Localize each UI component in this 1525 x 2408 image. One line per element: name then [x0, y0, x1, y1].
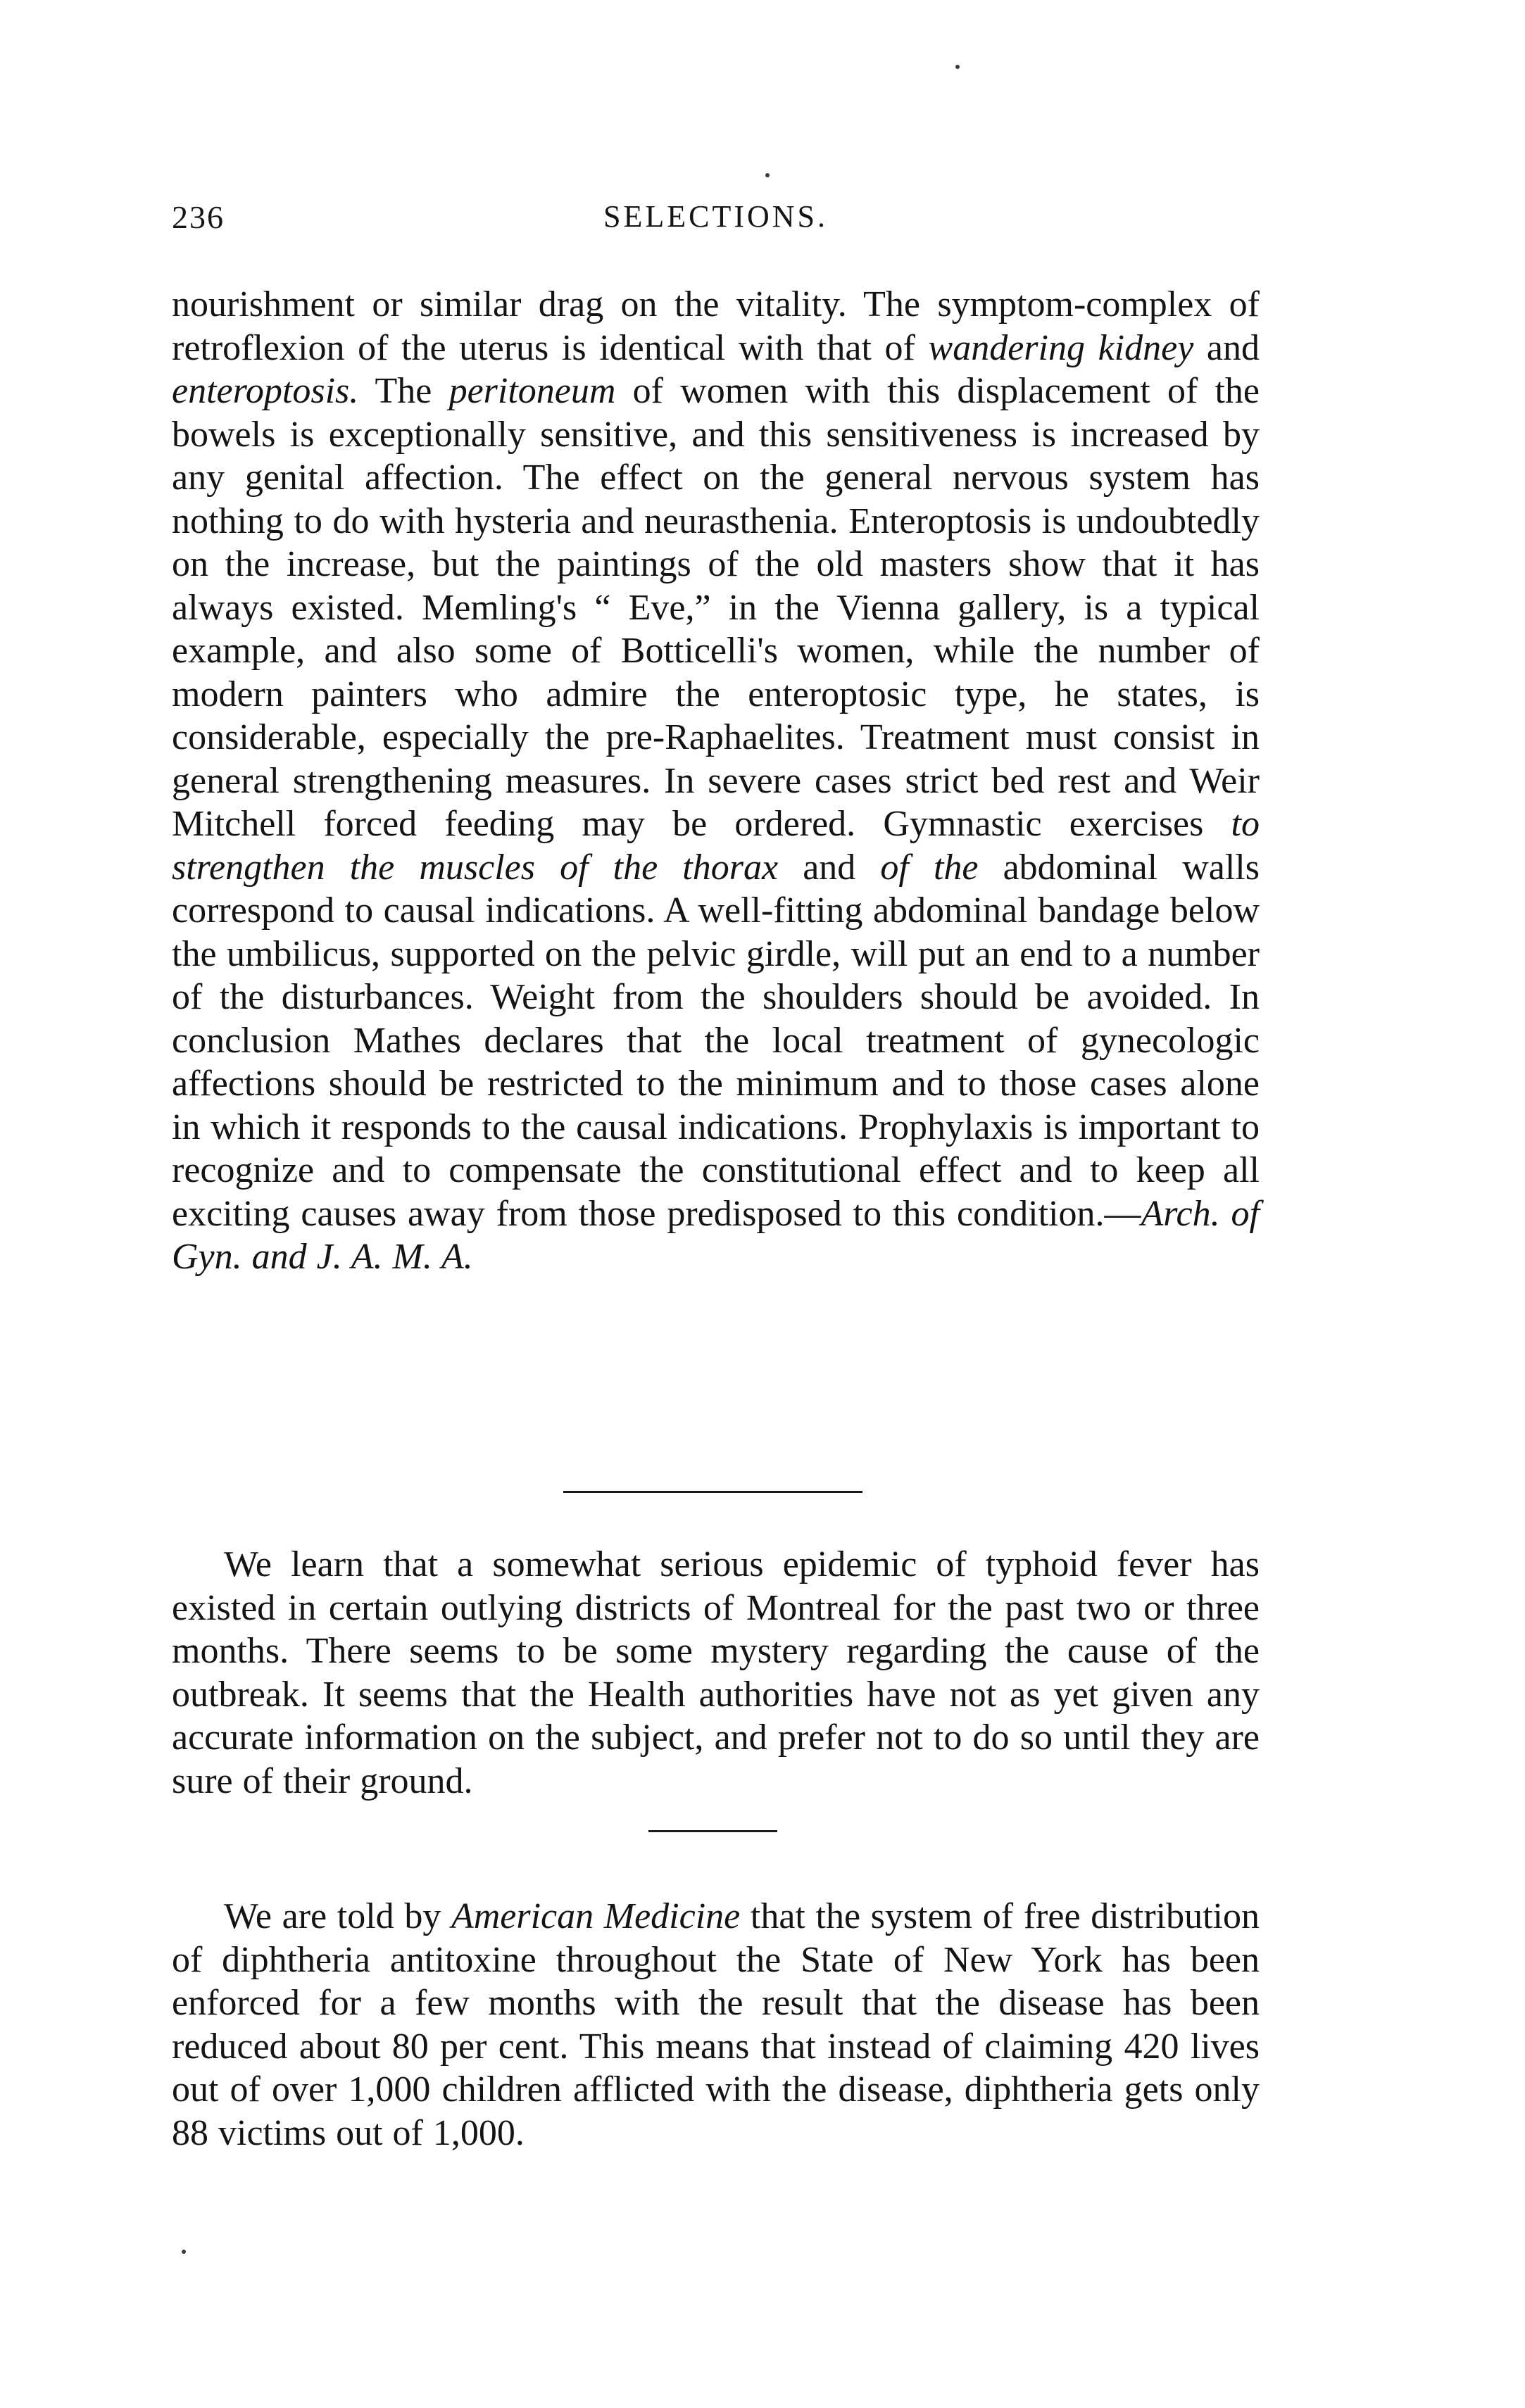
section-divider: [563, 1491, 862, 1493]
page-header: [172, 198, 1260, 248]
running-title: SELECTIONS.: [603, 199, 828, 234]
citation: Arch. of Gyn. and J. A. M. A.: [172, 1193, 1260, 1277]
italic-term: peritoneum: [448, 371, 616, 411]
body-text: The: [358, 371, 449, 411]
article-paragraph: [172, 1895, 1260, 2155]
body-text: of women with this displacement of the bowels is exceptionally sensitive, and this sensitiveness is increased by any genital affection. The effect on the general nervous system has nothing to do with hysteria and neurasthenia. Enteroptosis is undoubtedly on the increase, but the paintings of the old masters show that it has always existed. Memling's “ Eve,” in the Vienna gallery, is a typical example, and also some of Botticelli's women, while the number of modern painters who admire the enteroptosic type, he states, is considerable, especially the pre-Raphaelites. Treatment must consist in general strengthening measures. In severe cases strict bed rest and Weir Mitchell forced feeding may be ordered. Gymnastic exercises: [172, 371, 1260, 844]
page-number: 236: [172, 199, 225, 235]
source-title: American Medicine: [451, 1896, 741, 1936]
body-text: and: [778, 847, 881, 888]
body-text: nourishment or similar drag on the vitality. The symptom-complex of retroflexion of the uterus is identical with that of: [172, 284, 1260, 368]
article-paragraph: We learn that a somewhat serious epidemic of typhoid fever has existed in certain outlying districts of Montreal for the past two or three months. There seems to be some mystery regarding the cause of the outbreak. It seems that the Health authorities have not as yet given any accurate information on the subject, and prefer not to do so until they are sure of their ground.: [172, 1544, 1260, 1801]
typhoid-notice: [172, 1543, 1260, 1803]
body-text: We are told by: [224, 1896, 451, 1936]
diphtheria-notice: [172, 1895, 1260, 2155]
body-text: and: [1193, 327, 1260, 368]
italic-term: wandering kidney: [928, 327, 1194, 368]
italic-term: enteroptosis.: [172, 371, 359, 411]
print-speck-top: [955, 65, 960, 69]
article-paragraph: [172, 283, 1260, 1279]
article-continued: [172, 283, 1260, 1279]
body-text: that the system of free distribution of diphtheria antitoxine throughout the State of New York has been enforced for a few months with the result that the disease has been reduced about 80 per cent. This means that instead of claiming 420 lives out of over 1,000 children afflicted with the disease, diphtheria gets only 88 victims out of 1,000.: [172, 1896, 1260, 2153]
print-speck-bottom: [182, 2250, 186, 2254]
section-divider: [648, 1830, 777, 1832]
italic-phrase: of the: [880, 847, 979, 888]
italic-phrase: to strengthen the muscles of the thorax: [172, 804, 1260, 888]
print-speck-upper: [765, 173, 770, 177]
body-text: abdominal walls correspond to causal indications. A well-fitting abdominal bandage below the umbilicus, supported on the pelvic girdle, will put an end to a number of the disturbances. Weight from the shoulders should be avoided. In conclusion Mathes declares that the local treatment of gynecologic affections should be restricted to the minimum and to those cases alone in which it responds to the causal indications. Prophylaxis is important to recognize and to compensate the constitutional effect and to keep all exciting causes away from those predisposed to this condition.—: [172, 847, 1260, 1234]
